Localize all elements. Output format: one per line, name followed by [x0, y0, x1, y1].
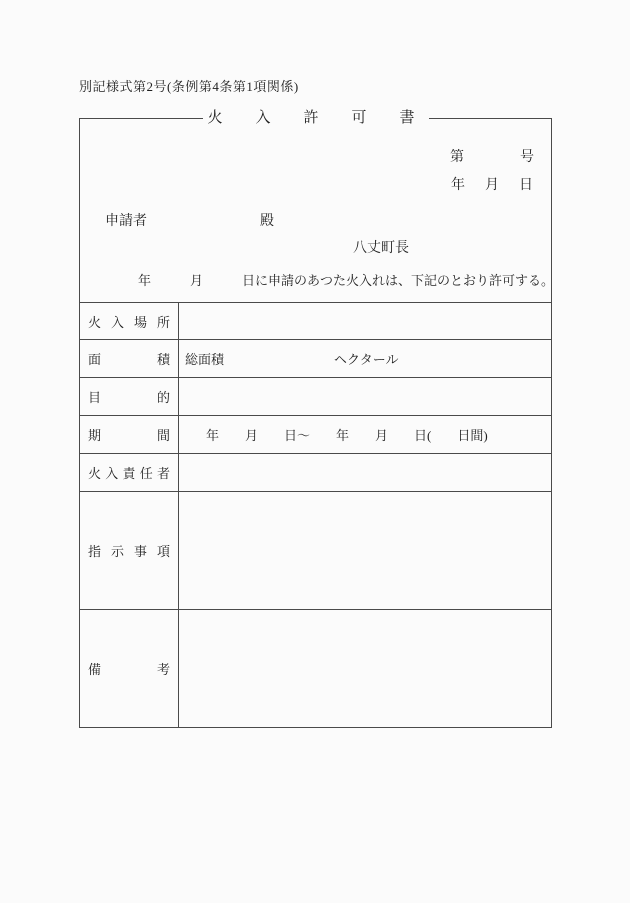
- table-row-instructions: [80, 491, 551, 609]
- row-label-cell: [80, 610, 179, 727]
- issuer-name: 八丈町長: [353, 241, 409, 256]
- row-value-cell: [179, 610, 551, 727]
- table-row-responsible-person: [80, 453, 551, 491]
- permit-title: 火 入 許 可 書: [202, 108, 428, 129]
- table-row-area: [80, 339, 551, 377]
- total-area-label: 総面積: [185, 352, 225, 367]
- applicant-label: 申請者: [105, 214, 147, 229]
- permit-number-line: 第 号: [450, 150, 534, 165]
- row-value-cell: 年 月 日～ 年 月 日( 日間): [206, 428, 488, 443]
- row-value-cell: [179, 303, 551, 339]
- row-label: 目的: [88, 390, 170, 405]
- area-unit-label: ヘクタール: [334, 352, 399, 367]
- applicant-line: [105, 210, 274, 230]
- row-label-cell: [80, 378, 179, 415]
- row-label: 面積: [88, 352, 170, 367]
- row-label-cell: [80, 492, 179, 609]
- issue-date-line: 年 月 日: [451, 178, 536, 193]
- row-label: 期間: [88, 428, 170, 443]
- table-row-period: [80, 415, 551, 453]
- permit-table: [80, 302, 551, 727]
- row-label: 指示事項: [88, 544, 170, 559]
- row-label-cell: [80, 340, 179, 377]
- row-label-cell: [80, 454, 179, 491]
- table-row-remarks: [80, 609, 551, 727]
- permit-box: [79, 110, 555, 728]
- row-value-cell: [179, 340, 551, 377]
- table-row-purpose: [80, 377, 551, 415]
- row-label: 火入責任者: [88, 466, 170, 481]
- form-code: 別記様式第2号(条例第4条第1項関係): [79, 79, 299, 94]
- row-label-cell: [80, 303, 179, 339]
- applicant-honorific: 殿: [260, 214, 274, 229]
- row-label: 備考: [88, 662, 170, 677]
- row-value-cell: [179, 454, 551, 491]
- grant-sentence: 年 月 日に申請のあつた火入れは、下記のとおり許可する。: [138, 273, 555, 288]
- row-value-cell: [179, 492, 551, 609]
- row-value-cell: [179, 378, 551, 415]
- row-label: 火入場所: [88, 314, 170, 330]
- row-label-cell: [80, 416, 179, 453]
- table-row-fire-location: [80, 302, 551, 339]
